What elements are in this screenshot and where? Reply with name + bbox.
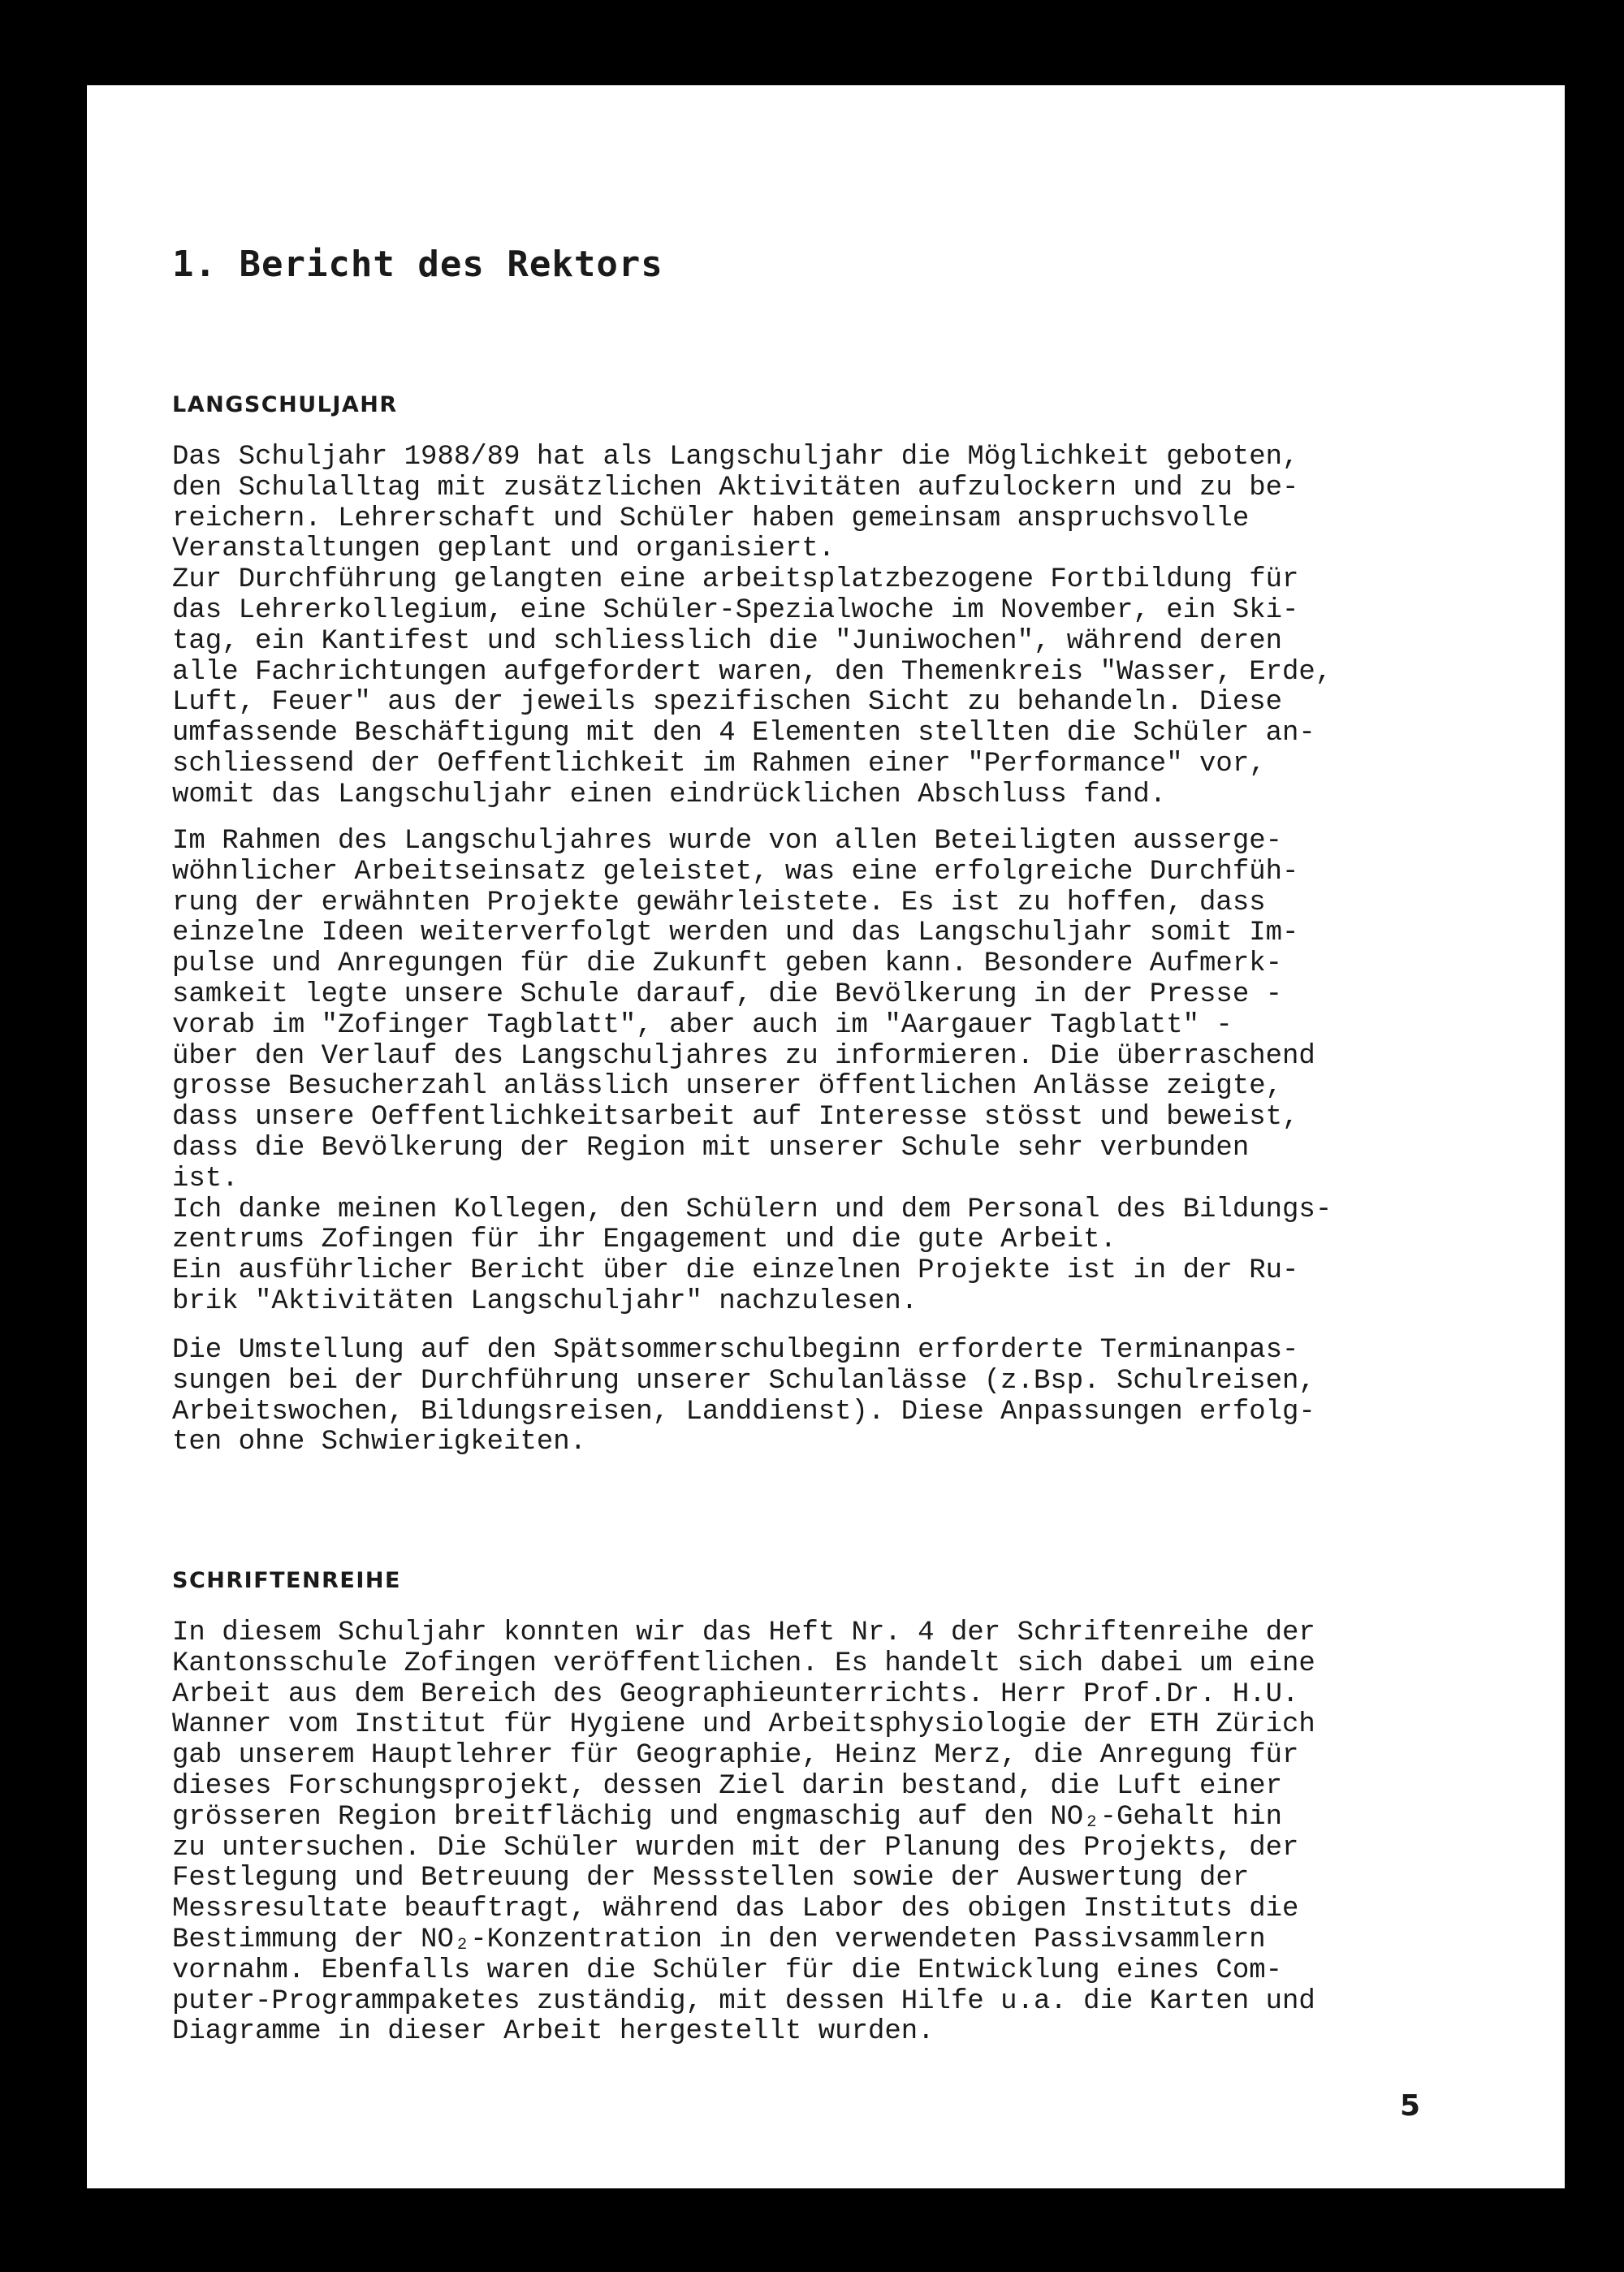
langschuljahr-paragraph-2: Im Rahmen des Langschuljahres wurde von allen Beteiligten ausserge- wöhnlicher Arbeitseinsatz geleistet, was eine erfolgreiche Durchfüh- rung der erwähnten Projekte gewährleistete. Es ist zu hoffen, dass einzelne Ideen weiterverfolgt werden und das Langschuljahr somit Im- pulse und Anregungen für die Zukunft geben kann. Besondere Aufmerk- samkeit legte unsere Schule darauf, die Bevölkerung in der Presse - vorab im "Zofinger Tagblatt", aber auch im "Aargauer Tagblatt" - über den Verlauf des Langschuljahres zu informieren. Die überraschend grosse Besucherzahl anlässlich unserer öffentlichen Anlässe zeigte, dass unsere Oeffentlichkeitsarbeit auf Interesse stösst und beweist, dass die Bevölkerung der Region mit unserer Schule sehr verbunden ist. Ich danke meinen Kollegen, den Schülern und dem Personal des Bildungs- zentrums Zofingen für ihr Engagement und die gute Arbeit. Ein ausführlicher Bericht über die einzelnen Projekte ist in der Ru- brik "Aktivitäten Langschuljahr" nachzulesen.: [172, 826, 1332, 1317]
section-heading-langschuljahr: LANGSCHULJAHR: [172, 392, 398, 417]
page-title: 1. Bericht des Rektors: [172, 244, 663, 285]
schriftenreihe-paragraph-1: In diesem Schuljahr konnten wir das Heft Nr. 4 der Schriftenreihe der Kantonsschule Zofingen veröffentlichen. Es handelt sich dabei um eine Arbeit aus dem Bereich des Geographieunterrichts. Herr Prof.Dr. H.U. Wanner vom Institut für Hygiene und Arbeitsphysiologie der ETH Zürich gab unserem Hauptlehrer für Geographie, Heinz Merz, die Anregung für dieses Forschungsprojekt, dessen Ziel darin bestand, die Luft einer grösseren Region breitflächig und engmaschig auf den NO₂-Gehalt hin zu untersuchen. Die Schüler wurden mit der Planung des Projekts, der Festlegung und Betreuung der Messstellen sowie der Auswertung der Messresultate beauftragt, während das Labor des obigen Instituts die Bestimmung der NO₂-Konzentration in den verwendeten Passivsammlern vornahm. Ebenfalls waren die Schüler für die Entwicklung eines Com- puter-Programmpaketes zuständig, mit dessen Hilfe u.a. die Karten und Diagramme in dieser Arbeit hergestellt wurden.: [172, 1618, 1315, 2048]
document-page: [87, 85, 1565, 2188]
section-heading-schriftenreihe: SCHRIFTENREIHE: [172, 1568, 401, 1593]
langschuljahr-paragraph-3: Die Umstellung auf den Spätsommerschulbeginn erforderte Terminanpas- sungen bei der Durchführung unserer Schulanlässe (z.Bsp. Schulreisen, Arbeitswochen, Bildungsreisen, Landdienst). Diese Anpassungen erfolg- ten ohne Schwierigkeiten.: [172, 1335, 1315, 1458]
langschuljahr-paragraph-1: Das Schuljahr 1988/89 hat als Langschuljahr die Möglichkeit geboten, den Schulalltag mit zusätzlichen Aktivitäten aufzulockern und zu be- reichern. Lehrerschaft und Schüler haben gemeinsam anspruchsvolle Veranstaltungen geplant und organisiert. Zur Durchführung gelangten eine arbeitsplatzbezogene Fortbildung für das Lehrerkollegium, eine Schüler-Spezialwoche im November, ein Ski- tag, ein Kantifest und schliesslich die "Juniwochen", während deren alle Fachrichtungen aufgefordert waren, den Themenkreis "Wasser, Erde, Luft, Feuer" aus der jeweils spezifischen Sicht zu behandeln. Diese umfassende Beschäftigung mit den 4 Elementen stellten die Schüler an- schliessend der Oeffentlichkeit im Rahmen einer "Performance" vor, womit das Langschuljahr einen eindrücklichen Abschluss fand.: [172, 442, 1332, 810]
page-number: 5: [1400, 2089, 1421, 2123]
